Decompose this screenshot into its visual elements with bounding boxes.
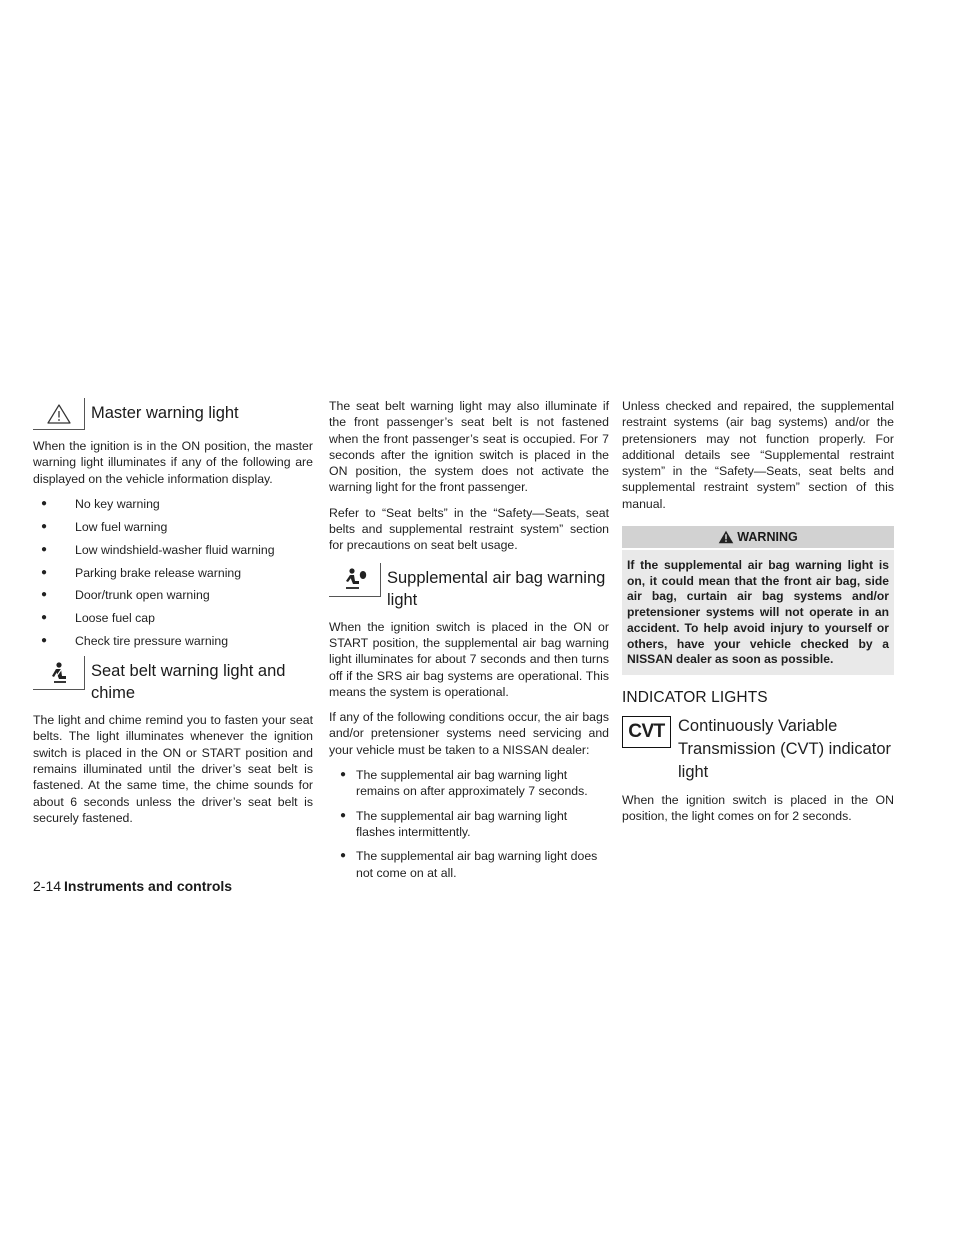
list-item: ● The supplemental air bag warning light does not come on at all. [329, 848, 609, 881]
master-warning-header [33, 398, 313, 430]
airbag-header [329, 563, 609, 611]
warning-banner [622, 526, 894, 548]
airbag-title: Supplemental air bag warning light [387, 568, 606, 609]
cvt-icon: CVT [622, 716, 671, 748]
master-warning-text: When the ignition is in the ON position, the master warning light illuminates if any of the following are displayed on the vehicle information display. [33, 439, 313, 486]
airbag-conditions-list [329, 767, 609, 881]
indicator-lights-heading: INDICATOR LIGHTS [622, 689, 768, 706]
seat-belt-passenger-text: The seat belt warning light may also illuminate if the front passenger’s seat belt is not fastened when the front passenger’s seat is occupied. For 7 seconds after the ignition switch is placed in the ON position, the system does not activate the warning light for the front passenger. [329, 399, 609, 495]
seat-belt-title: Seat belt warning light and chime [91, 662, 286, 703]
airbag-text-2: If any of the following conditions occur, the air bags and/or pretensioner systems need servicing and your vehicle must be taken to a NISSAN dealer: [329, 710, 609, 757]
warning-triangle-icon [718, 530, 734, 544]
warning-text: If the supplemental air bag warning light is on, it could mean that the front air bag, side air bag, curtain air bag systems and/or pretensioner systems will not operate in an accident. To help avoid injury to yourself or others, have your vehicle checked by a NISSAN dealer as soon as possible. [622, 550, 894, 675]
seat-belt-refer-text: Refer to “Seat belts” in the “Safety—Seats, seat belts and supplemental restraint system” section for precautions on seat belt usage. [329, 505, 609, 553]
list-item: ● Parking brake release warning [33, 565, 313, 581]
master-warning-list [33, 496, 313, 650]
master-warning-icon [33, 398, 85, 430]
cvt-text: When the ignition switch is placed in the ON position, the light comes on for 2 seconds. [622, 793, 894, 824]
column-1 [33, 398, 313, 835]
seat-belt-icon [33, 656, 85, 690]
list-item: ● The supplemental air bag warning light flashes intermittently. [329, 808, 609, 841]
seat-belt-header [33, 656, 313, 704]
page-footer [33, 878, 232, 894]
list-item: ● Low fuel warning [33, 519, 313, 535]
list-item: ● No key warning [33, 496, 313, 512]
column-2 [329, 398, 609, 889]
master-warning-title: Master warning light [91, 404, 239, 422]
column-3 [622, 398, 894, 834]
list-item: ● Loose fuel cap [33, 610, 313, 626]
seat-belt-text: The light and chime remind you to fasten your seat belts. The light illuminates whenever the ignition switch is placed in the ON or START position and remains illuminated until the driver’s seat belt is fastened. At the same time, the chime sounds for about 6 seconds unless the driver’s seat belt is securely fastened. [33, 713, 313, 825]
cvt-header [622, 713, 894, 784]
list-item: ● Low windshield-washer fluid warning [33, 542, 313, 558]
list-item: ● Check tire pressure warning [33, 633, 313, 649]
srs-repair-text: Unless checked and repaired, the supplemental restraint systems (air bag systems) and/or the pretensioners may not function properly. For additional details see “Supplemental restraint system” in the “Safety—Seats, seat belts and supplemental restraint system” section of this manual. [622, 399, 894, 511]
list-item: ● Door/trunk open warning [33, 587, 313, 603]
airbag-text-1: When the ignition switch is placed in the ON or START position, the supplemental air bag warning light illuminates for about 7 seconds and then turns off if the SRS air bag systems are operational. This means the system is operational. [329, 619, 609, 699]
list-item: ● The supplemental air bag warning light remains on after approximately 7 seconds. [329, 767, 609, 800]
airbag-icon [329, 563, 381, 597]
cvt-title: Continuously Variable Transmission (CVT) indicator light [678, 717, 892, 781]
warning-label: WARNING [737, 530, 798, 545]
page-number: 2-14 [33, 878, 62, 894]
chapter-title: Instruments and controls [64, 878, 233, 894]
